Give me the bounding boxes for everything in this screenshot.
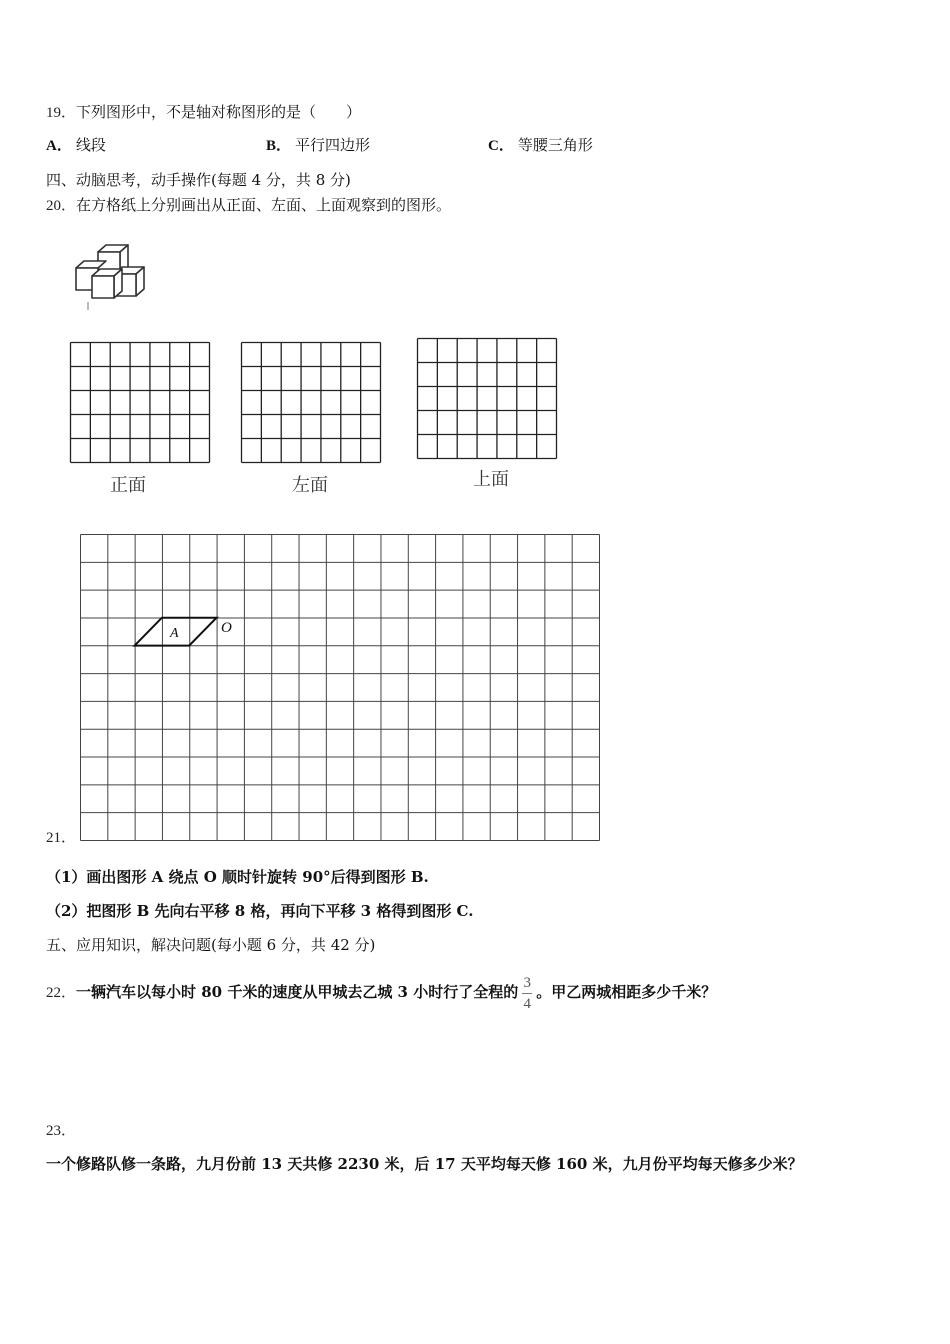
q19-option-a-text: 线段 bbox=[75, 136, 106, 154]
rotation-grid[interactable] bbox=[80, 534, 601, 841]
q23-text: 一个修路队修一条路，九月份前 13 天共修 2230 米，后 17 天平均每天修 160 米，九月份平均每天修多少米？ bbox=[46, 1155, 803, 1173]
q22-fraction-numerator: 3 bbox=[523, 974, 531, 991]
section5-heading: 五、应用知识，解决问题(每小题 6 分，共 42 分) bbox=[46, 936, 376, 954]
front-view-grid[interactable] bbox=[70, 342, 210, 463]
section4-heading: 四、动脑思考，动手操作(每题 4 分，共 8 分) bbox=[46, 171, 351, 189]
q22-number: 22． bbox=[46, 985, 77, 1001]
q20 bbox=[46, 195, 451, 216]
q22-text-after: 。甲乙两城相距多少千米？ bbox=[536, 983, 717, 1001]
q19-option-a-letter: A． bbox=[46, 138, 72, 154]
shape-a-label: A bbox=[170, 626, 179, 641]
top-view-grid[interactable] bbox=[417, 338, 557, 459]
q19-option-b-letter: B． bbox=[266, 138, 292, 154]
top-view-label: 上面 bbox=[473, 469, 509, 490]
q22-fraction-denominator: 4 bbox=[523, 995, 531, 1012]
q20-question: 在方格纸上分别画出从正面、左面、上面观察到的图形。 bbox=[76, 196, 452, 214]
front-view-label: 正面 bbox=[110, 475, 146, 496]
q22-fraction bbox=[522, 975, 532, 1012]
q19-option-b bbox=[266, 135, 370, 156]
q21-part1: （1）画出图形 A 绕点 O 顺时针旋转 90°后得到图形 B. bbox=[46, 868, 429, 886]
q19-option-c-letter: C． bbox=[488, 138, 514, 154]
left-view-grid[interactable] bbox=[241, 342, 381, 463]
left-view-label: 左面 bbox=[292, 475, 328, 496]
q19-question: 下列图形中，不是轴对称图形的是（ ） bbox=[76, 103, 362, 121]
q22-text-before: 一辆汽车以每小时 80 千米的速度从甲城去乙城 3 小时行了全程的 bbox=[76, 983, 519, 1001]
q19-option-c-text: 等腰三角形 bbox=[517, 136, 593, 154]
q19-option-c bbox=[488, 135, 593, 156]
q21-part2: （2）把图形 B 先向右平移 8 格，再向下平移 3 格得到图形 C. bbox=[46, 902, 474, 920]
q19-option-a bbox=[46, 135, 106, 156]
point-o-label: O bbox=[221, 620, 232, 636]
q20-number: 20． bbox=[46, 198, 77, 214]
q19-number: 19． bbox=[46, 105, 77, 121]
q22 bbox=[46, 962, 716, 1022]
cube-stack-figure bbox=[70, 240, 160, 312]
q21-number: 21． bbox=[46, 830, 77, 846]
q23-number: 23． bbox=[46, 1123, 77, 1139]
q19 bbox=[46, 102, 361, 123]
q19-option-b-text: 平行四边形 bbox=[295, 136, 371, 154]
